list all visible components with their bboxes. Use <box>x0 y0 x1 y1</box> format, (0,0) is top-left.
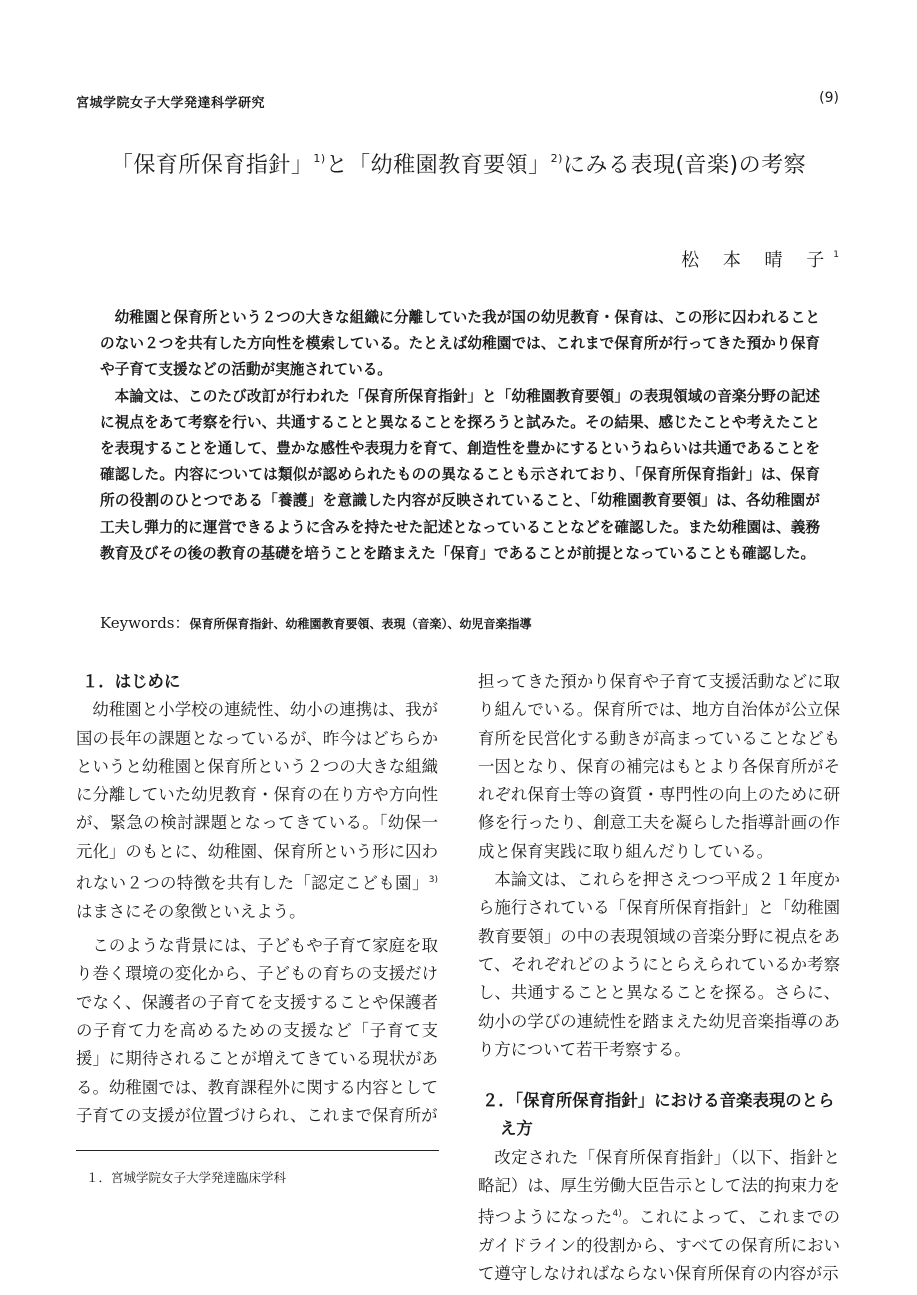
keywords-label: Keywords： <box>100 614 190 632</box>
section-2-heading <box>478 1087 840 1144</box>
title-part-1: 「保育所保育指針」 <box>110 153 314 178</box>
page-number: (9) <box>819 90 839 106</box>
body-text: 幼稚園と小学校の連続性、幼小の連携は、我が国の長年の課題となっているが、昨今はどちらかというと幼稚園と保育所という２つの大きな組織に分離していた幼児教育・保育の在り方や方向性が、緊急の検討課題となってきている。「幼保一元化」のもとに、幼稚園、保育所という形に囚われない２つの特徴を共有した「認定こども園」 <box>76 700 438 893</box>
body-paragraph <box>478 1144 840 1289</box>
body-right-column <box>478 668 840 1289</box>
title-reference-1: 1) <box>313 152 326 165</box>
footnote: １．宮城学院女子大学発達臨床学科 <box>86 1170 287 1185</box>
abstract <box>100 305 820 567</box>
body-text: はまさにその象徴といえよう。 <box>76 901 306 921</box>
title-part-3: にみる表現(音楽)の考察 <box>562 153 807 178</box>
reference-3: 3) <box>428 875 438 886</box>
title-reference-2: 2) <box>550 152 563 165</box>
section-1-heading: １．はじめに <box>82 672 181 691</box>
title-part-2: と「幼稚園教育要領」 <box>325 153 551 178</box>
body-paragraph <box>76 696 438 926</box>
author-affiliation-mark: 1 <box>833 250 839 260</box>
section-2-heading-line-1: ２．「保育所保育指針」における音楽表現のとら <box>482 1091 835 1111</box>
reference-4: 4) <box>612 1209 622 1220</box>
body-text: 。これによって、これまでのガイドライン的役割から、すべての保育所において遵守しなければならない保育所保育の内容が示 <box>478 1207 841 1284</box>
footnote-divider <box>76 1150 439 1151</box>
body-paragraph-continued: 担ってきた預かり保育や子育て支援活動などに取り組んでいる。保育所では、地方自治体が公立保育所を民営化する動きが高まっていることなども一因となり、保育の補完はもとより各保育所がそれぞれ保育士等の資質・専門性の向上のために研修を行ったり、創意工夫を凝らした指導計画の作成と保育実践に取り組んだりしている。 <box>478 672 840 861</box>
paper-title <box>0 148 917 179</box>
body-paragraph: 本論文は、これらを押さえつつ平成２１年度から施行されている「保育所保育指針」と「幼稚園教育要領」の中の表現領域の音楽分野に視点をあて、それぞれどのようにとらえられているか考察し、共通することと異なることを探る。さらに、幼小の学びの連続性を踏まえた幼児音楽指導のあり方について若干考察する。 <box>478 870 840 1059</box>
abstract-paragraph: 本論文は、このたび改訂が行われた「保育所保育指針」と「幼稚園教育要領」の表現領域の音楽分野の記述に視点をあて考察を行い、共通することと異なることを探ろうと試みた。その結果、感じたことや考えたことを表現することを通して、豊かな感性や表現力を育て、創造性を豊かにするというねらいは共通であることを確認した。内容については類似が認められたものの異なることも示されており、「保育所保育指針」は、保育所の役割のひとつである「養護」を意識した内容が反映されていること、「幼稚園教育要領」は、各幼稚園が工夫し弾力的に運営できるように含みを持たせた記述となっていることなどを確認した。また幼稚園は、義務教育及びその後の教育の基礎を培うことを踏まえた「保育」であることが前提となっていることも確認した。 <box>100 387 820 562</box>
body-paragraph: このような背景には、子どもや子育て家庭を取り巻く環境の変化から、子どもの育ちの支援だけでなく、保護者の子育てを支援することや保護者の子育て力を高めるための支援など「子育て支援」に期待されることが増えてきている現状がある。幼稚園では、教育課程外に関する内容として子育ての支援が位置づけられ、これまで保育所が <box>76 936 438 1125</box>
abstract-paragraph: 幼稚園と保育所という２つの大きな組織に分離していた我が国の幼児教育・保育は、この形に囚われることのない２つを共有した方向性を模索している。たとえば幼稚園では、これまで保育所が行ってきた預かり保育や子育て支援などの活動が実施されている。 <box>100 309 820 379</box>
journal-name: 宮城学院女子大学発達科学研究 <box>76 96 266 111</box>
author <box>681 246 839 272</box>
body-text: 改定された「保育所保育指針」（以下、指針と略記）は、厚生労働大臣告示として法的拘束力を持つようになった <box>478 1147 840 1227</box>
body-left-column <box>76 668 438 1130</box>
keywords <box>100 612 532 633</box>
author-name: 松 本 晴 子 <box>681 250 834 271</box>
keywords-values: 保育所保育指針、幼稚園教育要領、表現（音楽）、幼児音楽指導 <box>189 617 532 631</box>
section-2-heading-line-2: え方 <box>500 1119 533 1139</box>
